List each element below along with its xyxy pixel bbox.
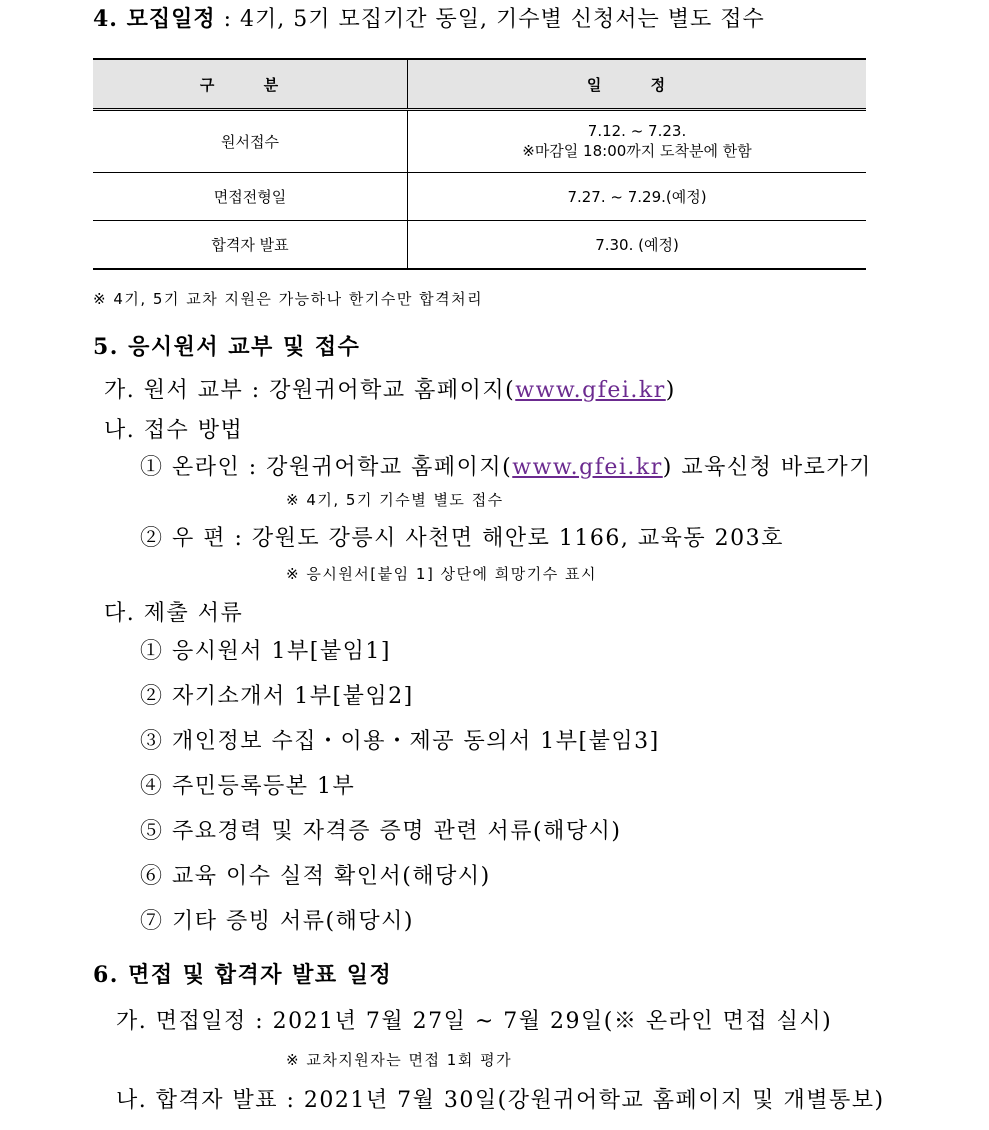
table-row (93, 110, 866, 173)
schedule-table (93, 58, 866, 270)
section-4-heading (93, 2, 765, 33)
list-item: ⑤ 주요경력 및 자격증 증명 관련 서류(해당시) (140, 819, 622, 844)
section-6-title: 6. 면접 및 합격자 발표 일정 (93, 962, 393, 988)
header-schedule: 일 정 (408, 59, 867, 110)
row-label: 면접전형일 (93, 173, 408, 221)
row-label: 원서접수 (93, 110, 408, 173)
announcement-schedule: 나. 합격자 발표 : 2021년 7월 30일(강원귀어학교 홈페이지 및 개별통보) (116, 1088, 885, 1113)
required-docs-heading: 다. 제출 서류 (104, 601, 244, 626)
row-value: 7.27. ~ 7.29.(예정) (408, 173, 867, 221)
list-item: ② 자기소개서 1부[붙임2] (140, 684, 414, 709)
header-category: 구 분 (93, 59, 408, 110)
list-item: ③ 개인정보 수집・이용・제공 동의서 1부[붙임3] (140, 729, 660, 754)
section-4-summary: : 4기, 5기 모집기간 동일, 기수별 신청서는 별도 접수 (215, 7, 765, 32)
section-4-title: 4. 모집일정 (93, 6, 216, 32)
list-item: ⑥ 교육 이수 실적 확인서(해당시) (140, 864, 491, 889)
table-row (93, 221, 866, 269)
row-value-note: ※마감일 18:00까지 도착분에 한함 (522, 142, 752, 160)
interview-note: ※ 교차지원자는 면접 1회 평가 (286, 1051, 513, 1069)
row-value-main: 7.12. ~ 7.23. (587, 122, 687, 140)
table-header-row (93, 59, 866, 110)
list-item: ⑦ 기타 증빙 서류(해당시) (140, 909, 414, 934)
homepage-link[interactable]: www.gfei.kr (515, 378, 666, 403)
postal-note: ※ 응시원서[붙임 1] 상단에 희망기수 표시 (286, 565, 598, 583)
form-distribution-close: ) (665, 378, 676, 403)
postal-submission: ② 우 편 : 강원도 강릉시 사천면 해안로 1166, 교육동 203호 (140, 526, 784, 551)
list-item: ① 응시원서 1부[붙임1] (140, 639, 391, 664)
row-value: 7.30. (예정) (408, 221, 867, 269)
list-item: ④ 주민등록등본 1부 (140, 774, 356, 799)
form-distribution-text: 가. 원서 교부 : 강원귀어학교 홈페이지( (104, 378, 516, 403)
interview-schedule: 가. 면접일정 : 2021년 7월 27일 ~ 7월 29일(※ 온라인 면접 실시) (116, 1009, 833, 1034)
cross-application-note: ※ 4기, 5기 교차 지원은 가능하나 한기수만 합격처리 (93, 290, 484, 308)
online-submission-suffix: ) 교육신청 바로가기 (662, 455, 872, 480)
online-submission (140, 450, 872, 481)
homepage-link-2[interactable]: www.gfei.kr (512, 455, 663, 480)
online-submission-text: ① 온라인 : 강원귀어학교 홈페이지( (140, 455, 513, 480)
section-5-title: 5. 응시원서 교부 및 접수 (93, 334, 361, 360)
row-label: 합격자 발표 (93, 221, 408, 269)
form-distribution (104, 373, 676, 404)
online-note: ※ 4기, 5기 기수별 별도 접수 (286, 491, 504, 509)
submission-method-heading: 나. 접수 방법 (104, 418, 244, 443)
table-row (93, 173, 866, 221)
row-value (408, 110, 867, 173)
